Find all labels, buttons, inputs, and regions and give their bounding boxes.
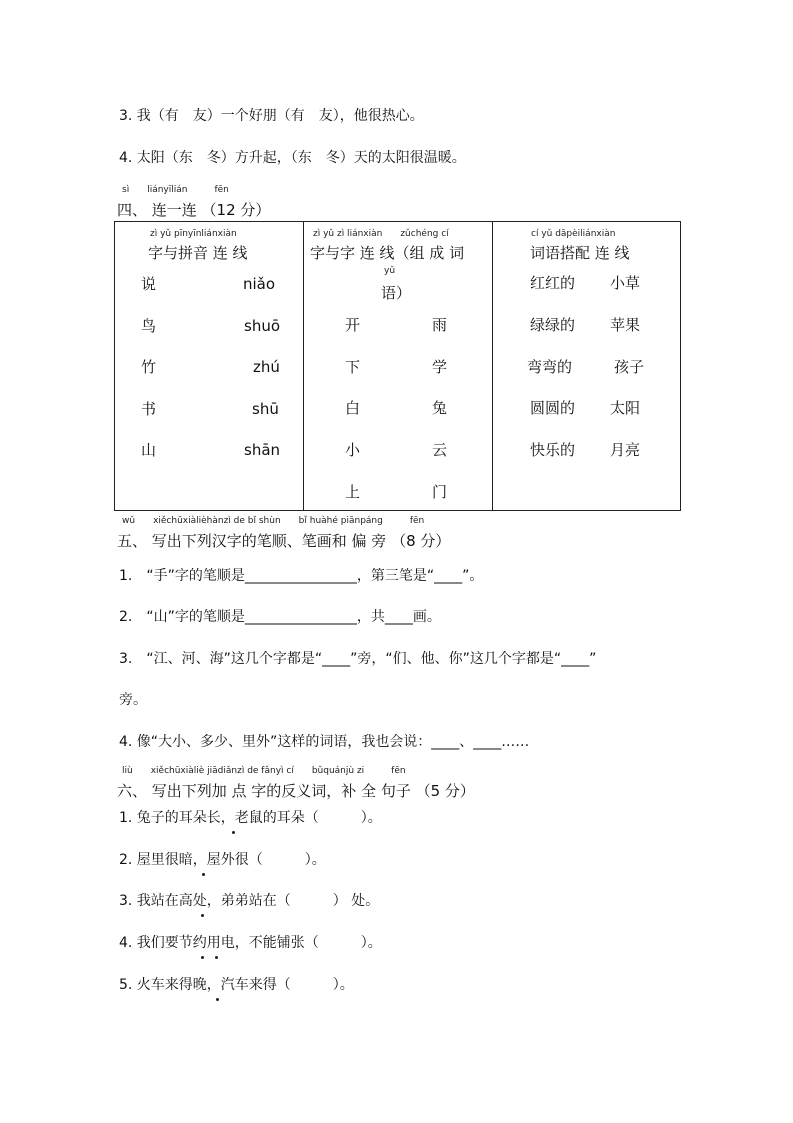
col1-char[interactable]: 竹 (141, 358, 157, 376)
col3-right-word[interactable]: 苹果 (610, 316, 641, 334)
col1-header: 字与拼音 连 线 (148, 244, 248, 262)
table-divider-2 (492, 222, 493, 510)
question-4-homophone: 4. 太阳（东 冬）方升起，（东 冬）天的太阳很温暖。 (119, 150, 466, 166)
emphasis-dot (216, 998, 219, 1001)
col2-header-pinyin-2: yǔ (384, 266, 396, 276)
col2-right-char[interactable]: 学 (432, 358, 448, 376)
col2-header: 字与字 连 线（组 成 词 (310, 244, 465, 262)
section-5-pinyin: wǔ xiěchūxiàlièhànzì de bǐ shùn bǐ huàhé piānpáng fēn (122, 516, 425, 526)
section-5-title: 五、 写出下列汉字的笔顺、笔画和 偏 旁 （8 分） (117, 532, 451, 550)
section-6-question-2[interactable]: 2. 屋里很暗，屋外很（ ）。 (119, 852, 326, 868)
col1-header-pinyin: zì yǔ pīnyīnliánxiàn (150, 229, 237, 239)
col2-right-char[interactable]: 兔 (432, 399, 448, 417)
section-5-question-4[interactable]: 4. 像“大小、多少、里外”这样的词语，我也会说：____、____…… (119, 734, 530, 750)
section-6-question-5[interactable]: 5. 火车来得晚，汽车来得（ ）。 (119, 977, 354, 993)
col2-header-2: 语） (381, 284, 412, 302)
matching-table (114, 221, 681, 511)
emphasis-dot (232, 831, 235, 834)
col2-left-char[interactable]: 上 (345, 483, 361, 501)
question-3-homophone: 3. 我（有 友）一个好朋（有 友），他很热心。 (119, 108, 424, 124)
col3-right-word[interactable]: 太阳 (610, 399, 641, 417)
col1-pinyin[interactable]: zhú (253, 358, 280, 376)
col1-char[interactable]: 鸟 (141, 317, 157, 335)
col1-pinyin[interactable]: shān (244, 441, 281, 459)
col2-left-char[interactable]: 开 (345, 316, 361, 334)
col3-header: 词语搭配 连 线 (530, 244, 630, 262)
section-6-question-1[interactable]: 1. 兔子的耳朵长，老鼠的耳朵（ ）。 (119, 810, 382, 826)
col2-right-char[interactable]: 雨 (432, 316, 448, 334)
col3-header-pinyin: cí yǔ dāpèiliánxiàn (531, 229, 616, 239)
col2-right-char[interactable]: 门 (432, 483, 448, 501)
section-4-pinyin: sì liányīlián fēn (122, 185, 229, 195)
col3-left-word[interactable]: 快乐的 (530, 441, 576, 459)
section-6-title: 六、 写出下列加 点 字的反义词，补 全 句子 （5 分） (117, 782, 475, 800)
col3-left-word[interactable]: 红红的 (530, 274, 576, 292)
col1-pinyin[interactable]: shuō (244, 317, 281, 335)
col2-left-char[interactable]: 下 (345, 358, 361, 376)
col3-left-word[interactable]: 绿绿的 (530, 316, 576, 334)
col3-left-word[interactable]: 圆圆的 (530, 399, 576, 417)
emphasis-dot (202, 873, 205, 876)
col3-left-word[interactable]: 弯弯的 (527, 358, 573, 376)
emphasis-dot (201, 956, 204, 959)
table-divider-1 (303, 222, 304, 510)
col3-right-word[interactable]: 孩子 (614, 358, 645, 376)
col2-header-pinyin: zì yǔ zì liánxiàn zǔchéng cí (313, 229, 449, 239)
col3-right-word[interactable]: 小草 (610, 274, 641, 292)
col1-pinyin[interactable]: niǎo (243, 275, 276, 293)
col1-char[interactable]: 山 (141, 441, 157, 459)
col1-pinyin[interactable]: shū (252, 400, 279, 418)
section-5-question-1[interactable]: 1. “手”字的笔顺是________________，第三笔是“____”。 (119, 568, 484, 584)
section-4-title: 四、 连一连 （12 分） (117, 201, 271, 219)
emphasis-dot (201, 914, 204, 917)
section-5-question-3-cont: 旁。 (119, 692, 147, 708)
section-6-question-4[interactable]: 4. 我们要节约用电，不能铺张（ ）。 (119, 935, 382, 951)
col2-right-char[interactable]: 云 (432, 441, 448, 459)
col1-char[interactable]: 书 (141, 400, 157, 418)
col2-left-char[interactable]: 小 (345, 441, 361, 459)
section-6-pinyin: liù xiěchūxiàliè jiādiǎnzì de fǎnyì cí bǔquánjù zi fēn (122, 766, 406, 776)
section-5-question-3[interactable]: 3. “江、河、海”这几个字都是“____”旁，“们、他、你”这几个字都是“____” (119, 651, 597, 667)
emphasis-dot (215, 956, 218, 959)
col1-char[interactable]: 说 (141, 275, 157, 293)
section-6-question-3[interactable]: 3. 我站在高处，弟弟站在（ ） 处。 (119, 893, 380, 909)
section-5-question-2[interactable]: 2. “山”字的笔顺是________________，共____画。 (119, 609, 441, 625)
col2-left-char[interactable]: 白 (345, 399, 361, 417)
col3-right-word[interactable]: 月亮 (610, 441, 641, 459)
